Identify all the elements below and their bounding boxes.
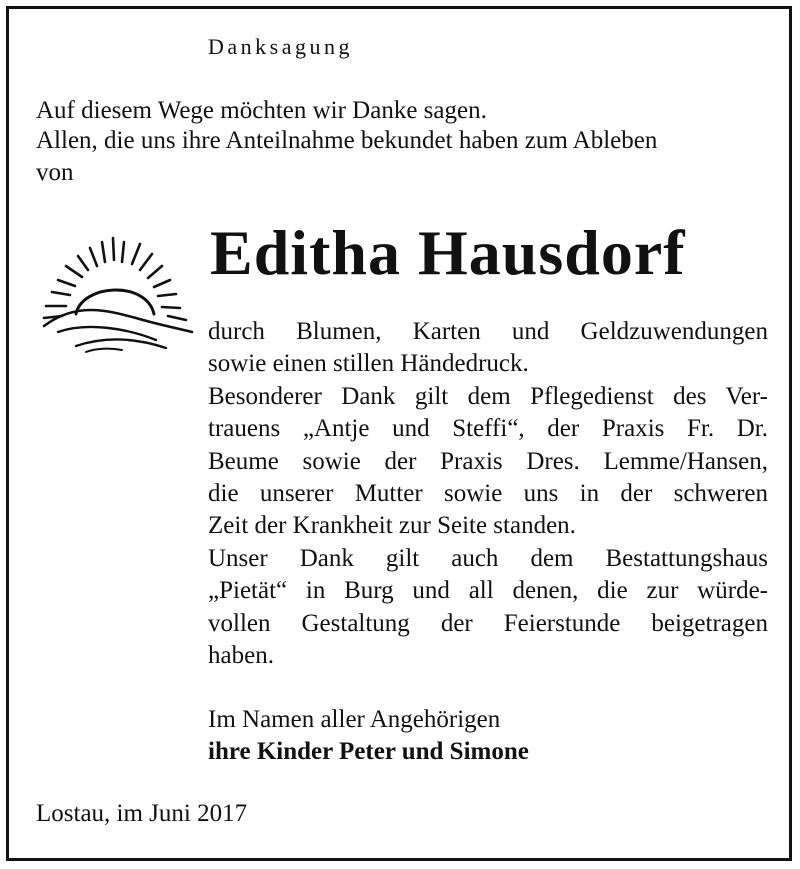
body-line: die unserer Mutter sowie uns in der schweren [208,480,768,508]
body-line: vollen Gestaltung der Feierstunde beigetragen [208,609,768,637]
signature-line-2: ihre Kinder Peter und Simone [208,738,529,765]
place-date: Lostau, im Juni 2017 [36,800,248,827]
body-line: Besonderer Dank gilt dem Pflegedienst des Ver- [208,382,768,410]
sunrise-hills-icon [36,232,196,362]
body-line: Beume sowie der Praxis Dres. Lemme/Hansen, [208,447,768,475]
body-line: Unser Dank gilt auch dem Bestattungshaus [208,544,768,572]
body-line: sowie einen stillen Händedruck. [208,350,529,378]
body-text [208,316,768,672]
notice-heading: Danksagung [208,34,353,59]
body-line: „Pietät“ in Burg und all denen, die zur würde- [208,577,768,605]
body-line: durch Blumen, Karten und Geldzuwendungen [208,318,768,345]
intro-line-1: Auf diesem Wege möchten wir Danke sagen. [36,97,487,124]
intro-line-2: Allen, die uns ihre Anteilnahme bekundet haben zum Ableben [36,127,658,154]
deceased-name: Editha Hausdorf [210,217,686,288]
body-line: haben. [208,642,274,670]
intro-line-3: von [36,159,74,186]
signature-line-1: Im Namen aller Angehörigen [208,706,501,733]
body-line: Zeit der Krankheit zur Seite standen. [208,512,576,540]
body-line: trauens „Antje und Steffi“, der Praxis Fr. Dr. [208,415,768,443]
